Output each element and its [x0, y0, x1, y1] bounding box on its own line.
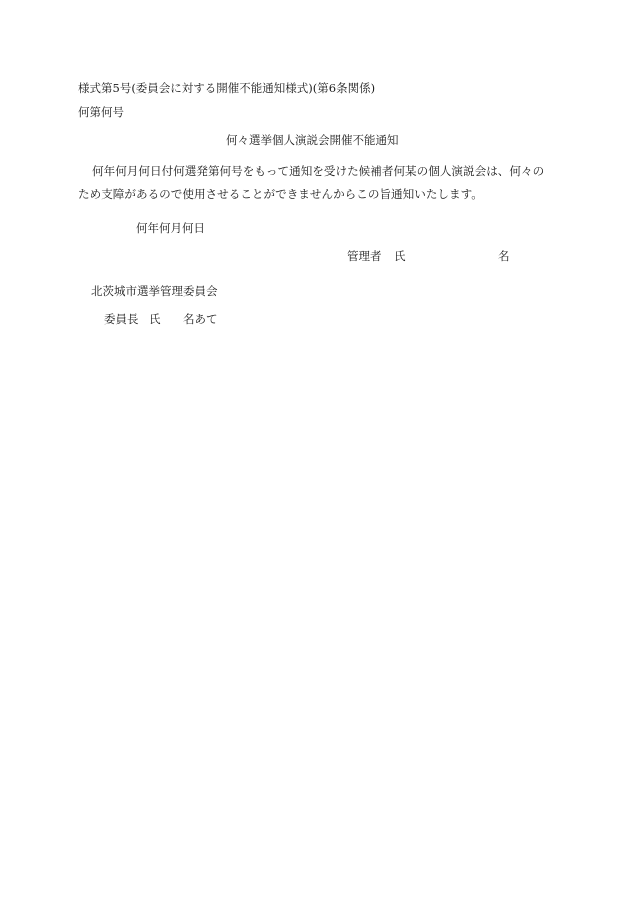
date-line: 何年何月何日: [136, 221, 205, 235]
body-text-line-2: ため支障があるので使用させることができませんからこの旨通知いたします。: [78, 187, 483, 201]
addressee-title: 委員長: [104, 312, 139, 326]
form-number-heading: 様式第5号(委員会に対する開催不能通知様式)(第6条関係): [78, 81, 376, 95]
addressee-surname-placeholder: 氏: [149, 312, 161, 326]
sender-given-name-placeholder: 名: [498, 249, 510, 263]
body-text-line-1: 何年何月何日付何選発第何号をもって通知を受けた候補者何某の個人演説会は、何々の: [92, 164, 545, 178]
document-title: 何々選挙個人演説会開催不能通知: [226, 133, 399, 147]
sender-surname-placeholder: 氏: [394, 249, 406, 263]
document-number: 何第何号: [78, 105, 124, 119]
sender-title: 管理者: [347, 249, 382, 263]
addressee-given-name-placeholder: 名あて: [183, 312, 218, 326]
addressee-organization: 北茨城市選挙管理委員会: [91, 284, 218, 298]
